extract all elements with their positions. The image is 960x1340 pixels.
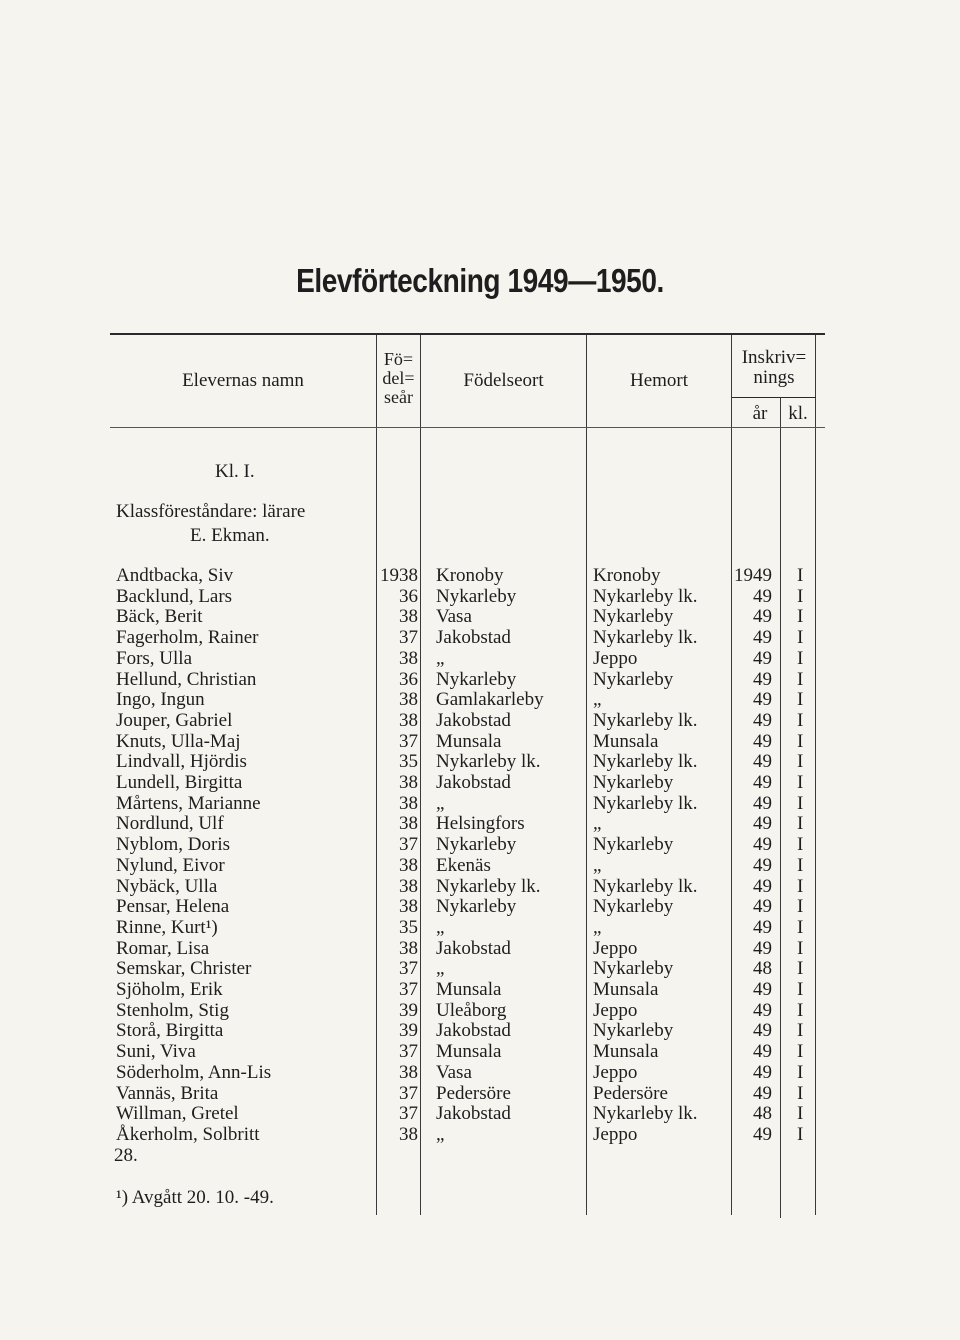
enroll-class: I: [797, 1082, 804, 1104]
header-birth-place: Födelseort: [463, 370, 544, 391]
enroll-year: 49: [753, 709, 772, 731]
enroll-class: I: [797, 958, 804, 980]
home-town: „: [593, 689, 602, 711]
header-enrollment-line1: Inskriv=: [741, 347, 807, 368]
home-town: Nykarleby: [593, 896, 674, 918]
birth-year: 37: [399, 730, 418, 752]
birth-place: Jakobstad: [436, 709, 511, 731]
home-town: Nykarleby: [593, 1020, 674, 1042]
enroll-class: I: [797, 647, 804, 669]
table-row: [0, 835, 960, 856]
home-town: Jeppo: [593, 937, 638, 959]
enroll-class: I: [797, 689, 804, 711]
home-town: Nykarleby: [593, 668, 674, 690]
home-town: Nykarleby lk.: [593, 875, 698, 897]
birth-place: Nykarleby: [436, 585, 517, 607]
enroll-class: I: [797, 1061, 804, 1083]
student-name: Nylund, Eivor: [116, 854, 225, 876]
header-birth-year-line1: Fö=: [383, 349, 414, 369]
home-town: Nykarleby: [593, 834, 674, 856]
table-row: [0, 607, 960, 628]
enroll-year: 49: [753, 689, 772, 711]
home-town: „: [593, 854, 602, 876]
home-town: Munsala: [593, 730, 659, 752]
home-town: Jeppo: [593, 1061, 638, 1083]
header-enrollment: [732, 348, 816, 388]
student-name: Willman, Gretel: [116, 1103, 239, 1125]
enroll-class: I: [797, 668, 804, 690]
enroll-year: 49: [753, 585, 772, 607]
student-name: Hellund, Christian: [116, 668, 257, 690]
birth-year: 37: [399, 627, 418, 649]
home-town: Nykarleby lk.: [593, 792, 698, 814]
student-name: Nybäck, Ulla: [116, 875, 218, 897]
birth-year: 38: [399, 854, 418, 876]
table-row: [0, 794, 960, 815]
table-row: [0, 773, 960, 794]
birth-year: 38: [399, 606, 418, 628]
birth-year: 38: [399, 1123, 418, 1145]
home-town: Nykarleby lk.: [593, 585, 698, 607]
student-name: Jouper, Gabriel: [116, 709, 233, 731]
birth-year: 39: [399, 1020, 418, 1042]
home-town: Nykarleby lk.: [593, 751, 698, 773]
header-birth-year-line3: seår: [384, 387, 413, 407]
birth-place: Jakobstad: [436, 937, 511, 959]
birth-year: 36: [399, 585, 418, 607]
student-name: Fors, Ulla: [116, 647, 192, 669]
birth-year: 37: [399, 1041, 418, 1063]
birth-year: 38: [399, 772, 418, 793]
table-row: [0, 711, 960, 732]
table-row: [0, 939, 960, 960]
home-town: Pedersöre: [593, 1082, 668, 1104]
table-row: [0, 959, 960, 980]
birth-year: 38: [399, 792, 418, 814]
student-name: Söderholm, Ann-Lis: [116, 1061, 272, 1083]
enroll-class: I: [797, 875, 804, 897]
student-name: Andtbacka, Siv: [116, 565, 234, 586]
birth-place: Munsala: [436, 1041, 502, 1063]
student-name: Nordlund, Ulf: [116, 813, 224, 835]
class-teacher-label: Klassföreståndare: lärare: [116, 501, 306, 522]
table-row: [0, 670, 960, 691]
enroll-class: I: [797, 585, 804, 607]
enroll-class: I: [797, 1103, 804, 1125]
enroll-class: I: [797, 916, 804, 938]
header-enrollment-line2: nings: [753, 367, 795, 388]
student-name: Lundell, Birgitta: [116, 772, 243, 793]
table-row: [0, 897, 960, 918]
enroll-class: I: [797, 896, 804, 918]
birth-year: 38: [399, 896, 418, 918]
home-town: Nykarleby lk.: [593, 627, 698, 649]
header-enroll-year: år: [752, 403, 768, 424]
enroll-class: I: [797, 1041, 804, 1063]
table-row: [0, 1001, 960, 1022]
table-row: [0, 1021, 960, 1042]
student-name: Pensar, Helena: [116, 896, 230, 918]
birth-place: Kronoby: [436, 565, 504, 586]
home-town: Nykarleby: [593, 772, 674, 793]
table-row: [0, 628, 960, 649]
header-birth-year: [377, 350, 420, 407]
birth-year: 38: [399, 709, 418, 731]
birth-place: Helsingfors: [436, 813, 525, 835]
enroll-year: 49: [753, 1041, 772, 1063]
home-town: „: [593, 916, 602, 938]
birth-year: 38: [399, 813, 418, 835]
table-row: [0, 980, 960, 1001]
student-name: Åkerholm, Solbritt: [116, 1123, 260, 1145]
birth-place: „: [436, 916, 445, 938]
header-home: Hemort: [629, 370, 689, 391]
birth-place: Jakobstad: [436, 627, 511, 649]
birth-year: 38: [399, 937, 418, 959]
home-town: Nykarleby lk.: [593, 1103, 698, 1125]
student-name: Bäck, Berit: [116, 606, 203, 628]
student-name: Romar, Lisa: [116, 937, 210, 959]
birth-place: Vasa: [436, 1061, 472, 1083]
birth-place: Munsala: [436, 730, 502, 752]
birth-place: Nykarleby lk.: [436, 751, 541, 773]
table-row: [0, 1125, 960, 1146]
header-name: Elevernas namn: [182, 370, 304, 391]
enroll-class: I: [797, 772, 804, 793]
student-name: Backlund, Lars: [116, 585, 233, 607]
birth-place: „: [436, 792, 445, 814]
class-label: Kl. I.: [215, 461, 255, 482]
birth-place: Uleåborg: [436, 999, 507, 1021]
enroll-year: 49: [753, 1020, 772, 1042]
enroll-year: 49: [753, 834, 772, 856]
table-row: [0, 918, 960, 939]
birth-year: 38: [399, 647, 418, 669]
table-row: [0, 752, 960, 773]
birth-place: „: [436, 647, 445, 669]
birth-place: Jakobstad: [436, 1020, 511, 1042]
enroll-class: I: [797, 565, 804, 586]
home-town: Nykarleby lk.: [593, 709, 698, 731]
birth-year: 35: [399, 916, 418, 938]
table-top-rule: [110, 333, 825, 335]
birth-place: Ekenäs: [436, 854, 491, 876]
enroll-class: I: [797, 751, 804, 773]
birth-place: Pedersöre: [436, 1082, 511, 1104]
student-name: Suni, Viva: [116, 1041, 196, 1063]
enroll-year: 49: [753, 896, 772, 918]
student-name: Knuts, Ulla-Maj: [116, 730, 241, 752]
enroll-year: 48: [753, 958, 772, 980]
enroll-year: 1949: [734, 565, 772, 586]
student-name: Mårtens, Marianne: [116, 792, 261, 814]
enroll-class: I: [797, 627, 804, 649]
enroll-year: 49: [753, 916, 772, 938]
enroll-year: 49: [753, 1123, 772, 1145]
enroll-class: I: [797, 834, 804, 856]
table-row: [0, 856, 960, 877]
enroll-year: 49: [753, 606, 772, 628]
table-row: [0, 1063, 960, 1084]
student-name: Storå, Birgitta: [116, 1020, 224, 1042]
birth-place: Jakobstad: [436, 772, 511, 793]
table-row: [0, 1084, 960, 1105]
enrollment-subheader-rule: [732, 397, 816, 398]
enroll-class: I: [797, 709, 804, 731]
home-town: Jeppo: [593, 647, 638, 669]
footnote: ¹) Avgått 20. 10. -49.: [116, 1187, 274, 1208]
enroll-year: 49: [753, 730, 772, 752]
table-row: [0, 690, 960, 711]
enroll-year: 49: [753, 1082, 772, 1104]
birth-place: „: [436, 1123, 445, 1145]
birth-place: „: [436, 958, 445, 980]
birth-year: 39: [399, 999, 418, 1021]
birth-year: 37: [399, 834, 418, 856]
enroll-class: I: [797, 606, 804, 628]
enroll-class: I: [797, 979, 804, 1000]
table-row: [0, 649, 960, 670]
table-row: [0, 814, 960, 835]
birth-year: 37: [399, 958, 418, 980]
birth-place: Nykarleby: [436, 668, 517, 690]
student-name: Ingo, Ingun: [116, 689, 205, 711]
birth-year: 1938: [380, 565, 418, 586]
birth-place: Gamlakarleby: [436, 689, 544, 711]
student-name: Semskar, Christer: [116, 958, 252, 980]
student-name: Rinne, Kurt¹): [116, 916, 218, 938]
birth-year: 38: [399, 689, 418, 711]
enroll-class: I: [797, 854, 804, 876]
header-birth-year-line2: del=: [382, 368, 415, 388]
table-row: [0, 877, 960, 898]
enroll-year: 49: [753, 875, 772, 897]
enroll-year: 49: [753, 979, 772, 1000]
enroll-year: 49: [753, 1061, 772, 1083]
table-row: [0, 1042, 960, 1063]
home-town: Nykarleby: [593, 606, 674, 628]
student-name: Vannäs, Brita: [116, 1082, 219, 1104]
enroll-year: 49: [753, 668, 772, 690]
home-town: Munsala: [593, 1041, 659, 1063]
enroll-year: 49: [753, 772, 772, 793]
student-name: Fagerholm, Rainer: [116, 627, 259, 649]
class-teacher-name: E. Ekman.: [190, 525, 270, 546]
table-row: [0, 1104, 960, 1125]
enroll-year: 49: [753, 854, 772, 876]
enroll-year: 49: [753, 813, 772, 835]
page-title: Elevförteckning 1949—1950.: [296, 262, 664, 299]
home-town: Jeppo: [593, 999, 638, 1021]
enroll-year: 49: [753, 999, 772, 1021]
home-town: Nykarleby: [593, 958, 674, 980]
student-total: 28.: [114, 1145, 138, 1166]
birth-place: Vasa: [436, 606, 472, 628]
birth-year: 35: [399, 751, 418, 773]
birth-year: 38: [399, 875, 418, 897]
home-town: Jeppo: [593, 1123, 638, 1145]
enroll-year: 49: [753, 792, 772, 814]
enroll-year: 49: [753, 627, 772, 649]
table-row: [0, 566, 960, 587]
student-name: Lindvall, Hjördis: [116, 751, 247, 773]
birth-place: Jakobstad: [436, 1103, 511, 1125]
enroll-class: I: [797, 813, 804, 835]
enroll-class: I: [797, 792, 804, 814]
birth-place: Nykarleby: [436, 896, 517, 918]
home-town: Kronoby: [593, 565, 661, 586]
student-name: Stenholm, Stig: [116, 999, 229, 1021]
enroll-year: 49: [753, 647, 772, 669]
enroll-class: I: [797, 730, 804, 752]
header-enroll-class: kl.: [788, 403, 808, 424]
table-row: [0, 587, 960, 608]
birth-year: 36: [399, 668, 418, 690]
home-town: Munsala: [593, 979, 659, 1000]
enroll-class: I: [797, 1020, 804, 1042]
birth-place: Nykarleby: [436, 834, 517, 856]
birth-place: Nykarleby lk.: [436, 875, 541, 897]
enroll-class: I: [797, 937, 804, 959]
table-row: [0, 732, 960, 753]
birth-place: Munsala: [436, 979, 502, 1000]
header-bottom-rule: [110, 427, 825, 428]
enroll-year: 49: [753, 937, 772, 959]
enroll-year: 48: [753, 1103, 772, 1125]
birth-year: 38: [399, 1061, 418, 1083]
student-name: Sjöholm, Erik: [116, 979, 223, 1000]
enroll-class: I: [797, 1123, 804, 1145]
enroll-class: I: [797, 999, 804, 1021]
enroll-year: 49: [753, 751, 772, 773]
birth-year: 37: [399, 1103, 418, 1125]
home-town: „: [593, 813, 602, 835]
student-name: Nyblom, Doris: [116, 834, 230, 856]
birth-year: 37: [399, 1082, 418, 1104]
birth-year: 37: [399, 979, 418, 1000]
